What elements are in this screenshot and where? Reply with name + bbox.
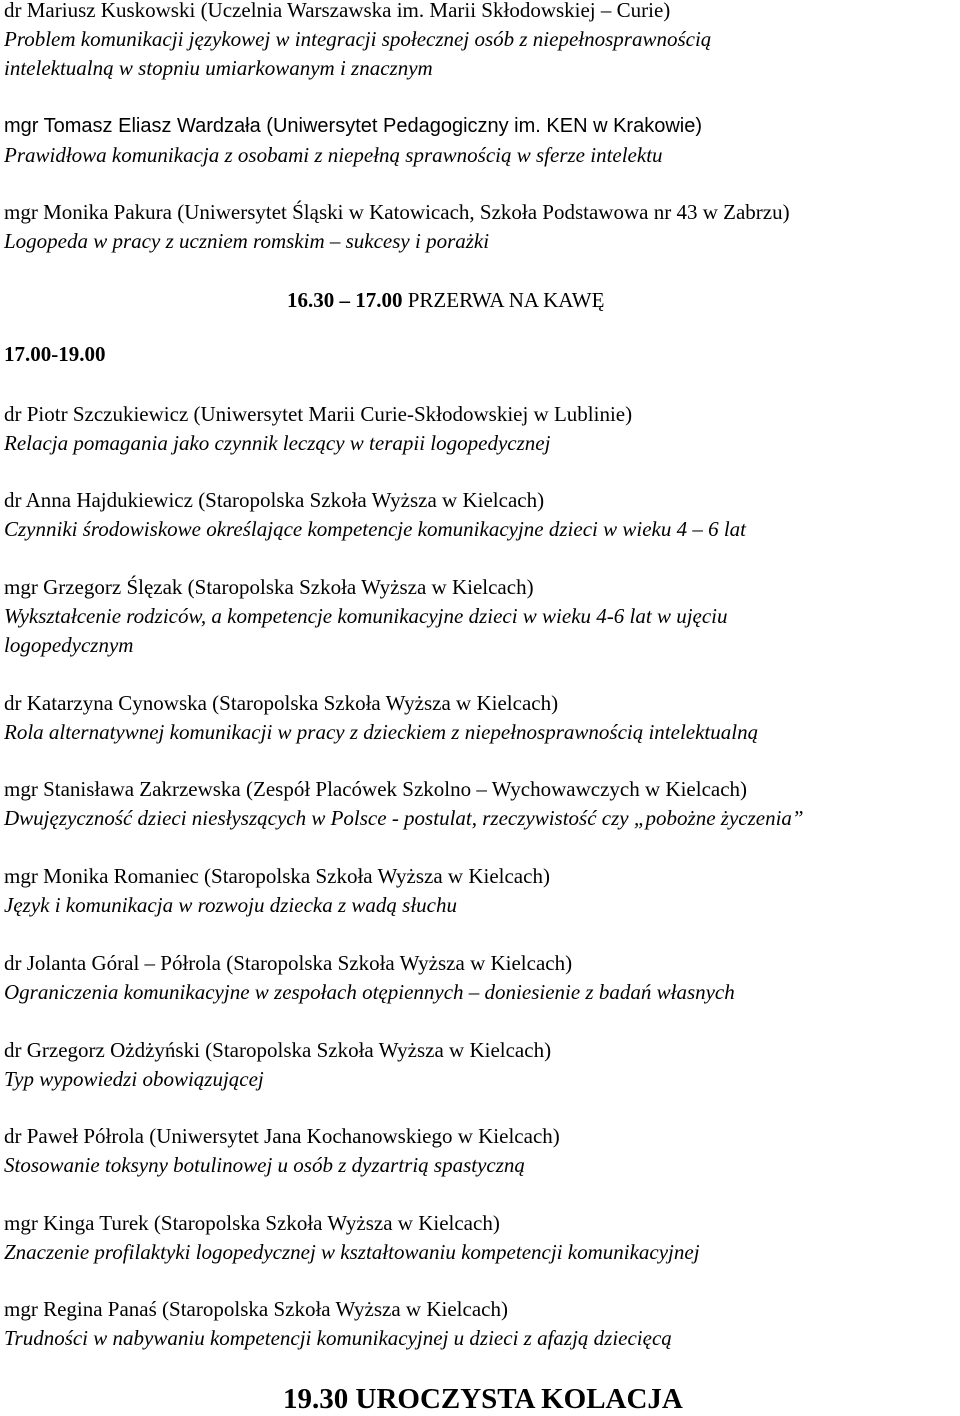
talk-author: dr Anna Hajdukiewicz (Staropolska Szkoła Wyższa w Kielcach) xyxy=(4,488,545,512)
talk-author: dr Katarzyna Cynowska (Staropolska Szkoła Wyższa w Kielcach) xyxy=(4,691,559,715)
talk-author: dr Piotr Szczukiewicz (Uniwersytet Marii Curie-Skłodowskiej w Lublinie) xyxy=(4,402,633,426)
break-label: PRZERWA NA KAWĘ xyxy=(407,288,605,312)
talk-title: Ograniczenia komunikacyjne w zespołach otępiennych – doniesienie z badań własnych xyxy=(4,980,735,1004)
talk-title: Problem komunikacji językowej w integracji społecznej osób z niepełnosprawnością xyxy=(4,27,712,51)
talk-title: Relacja pomagania jako czynnik leczący w terapii logopedycznej xyxy=(4,431,551,455)
talk-title: Stosowanie toksyny botulinowej u osób z dyzartrią spastyczną xyxy=(4,1153,525,1177)
talk-author: dr Mariusz Kuskowski (Uczelnia Warszawska im. Marii Skłodowskiej – Curie) xyxy=(4,0,671,22)
talk-author: mgr Tomasz Eliasz Wardzała (Uniwersytet Pedagogiczny im. KEN w Krakowie) xyxy=(4,115,702,137)
talk-author: mgr Stanisława Zakrzewska (Zespół Placówek Szkolno – Wychowawczych w Kielcach) xyxy=(4,777,748,801)
talk-title: Czynniki środowiskowe określające kompetencje komunikacyjne dzieci w wieku 4 – 6 lat xyxy=(4,517,747,541)
talk-author: dr Grzegorz Ożdżyński (Staropolska Szkoła Wyższa w Kielcach) xyxy=(4,1038,552,1062)
session-time: 17.00-19.00 xyxy=(4,342,106,366)
talk-title: Prawidłowa komunikacja z osobami z niepełną sprawnością w sferze intelektu xyxy=(4,143,663,167)
talk-title: logopedycznym xyxy=(4,633,134,657)
talk-title: Rola alternatywnej komunikacji w pracy z dzieckiem z niepełnosprawnością intelektualną xyxy=(4,720,759,744)
talk-author: mgr Grzegorz Ślęzak (Staropolska Szkoła Wyższa w Kielcach) xyxy=(4,575,534,599)
talk-author: mgr Monika Romaniec (Staropolska Szkoła Wyższa w Kielcach) xyxy=(4,864,550,888)
talk-author: dr Paweł Półrola (Uniwersytet Jana Kochanowskiego w Kielcach) xyxy=(4,1124,560,1148)
talk-title: intelektualną w stopniu umiarkowanym i znacznym xyxy=(4,56,433,80)
talk-title: Logopeda w pracy z uczniem romskim – sukcesy i porażki xyxy=(4,229,490,253)
talk-title: Wykształcenie rodziców, a kompetencje komunikacyjne dzieci w wieku 4-6 lat w ujęciu xyxy=(4,604,728,628)
gala-dinner: 19.30 UROCZYSTA KOLACJA xyxy=(283,1383,683,1415)
coffee-break xyxy=(287,288,604,312)
talk-title: Trudności w nabywaniu kompetencji komunikacyjnej u dzieci z afazją dziecięcą xyxy=(4,1326,672,1350)
talk-author: mgr Kinga Turek (Staropolska Szkoła Wyższa w Kielcach) xyxy=(4,1211,500,1235)
talk-title: Dwujęzyczność dzieci niesłyszących w Polsce - postulat, rzeczywistość czy „pobożne życzenia” xyxy=(4,806,804,830)
break-time: 16.30 – 17.00 xyxy=(287,288,403,312)
talk-author: dr Jolanta Góral – Półrola (Staropolska Szkoła Wyższa w Kielcach) xyxy=(4,951,573,975)
talk-title: Typ wypowiedzi obowiązującej xyxy=(4,1067,264,1091)
talk-title: Język i komunikacja w rozwoju dziecka z wadą słuchu xyxy=(4,893,457,917)
talk-author: mgr Monika Pakura (Uniwersytet Śląski w Katowicach, Szkoła Podstawowa nr 43 w Zabrzu) xyxy=(4,200,790,224)
talk-author: mgr Regina Panaś (Staropolska Szkoła Wyższa w Kielcach) xyxy=(4,1297,508,1321)
talk-title: Znaczenie profilaktyki logopedycznej w kształtowaniu kompetencji komunikacyjnej xyxy=(4,1240,700,1264)
